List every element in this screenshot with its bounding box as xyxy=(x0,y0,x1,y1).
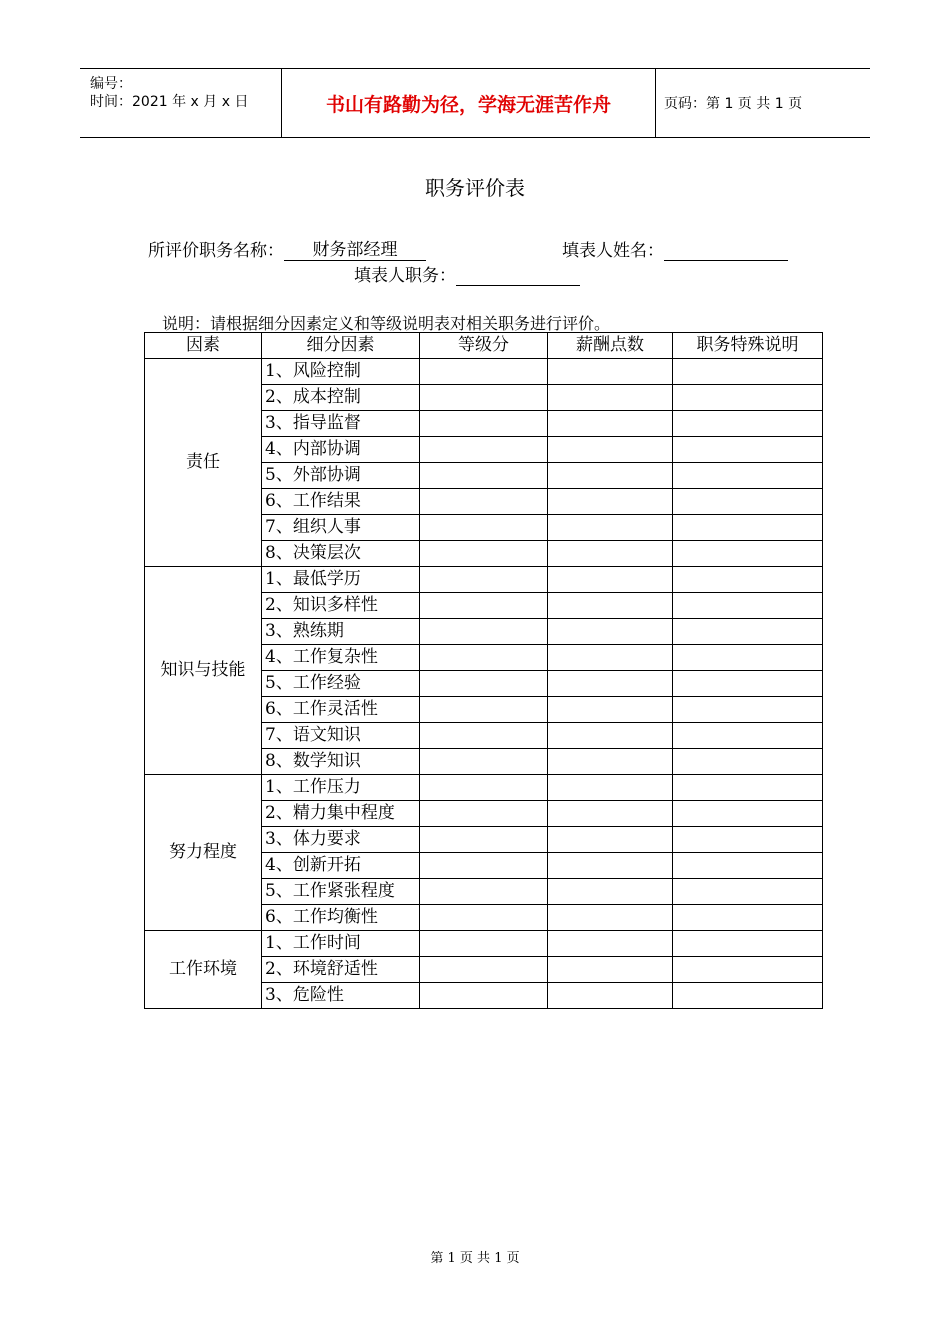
grade-score-cell[interactable] xyxy=(420,957,548,983)
special-notes-cell[interactable] xyxy=(673,697,823,723)
salary-points-cell[interactable] xyxy=(548,515,673,541)
special-notes-cell[interactable] xyxy=(673,671,823,697)
salary-points-cell[interactable] xyxy=(548,931,673,957)
grade-score-cell[interactable] xyxy=(420,827,548,853)
factor-cell: 责任 xyxy=(145,359,262,567)
special-notes-cell[interactable] xyxy=(673,879,823,905)
sub-factor-cell: 6、工作均衡性 xyxy=(262,905,420,931)
job-name-value[interactable]: 财务部经理 xyxy=(284,240,426,261)
filler-position-field xyxy=(354,261,580,286)
special-notes-cell[interactable] xyxy=(673,385,823,411)
sub-factor-cell: 4、工作复杂性 xyxy=(262,645,420,671)
special-notes-cell[interactable] xyxy=(673,593,823,619)
header-factor: 因素 xyxy=(145,333,262,359)
grade-score-cell[interactable] xyxy=(420,905,548,931)
grade-score-cell[interactable] xyxy=(420,749,548,775)
salary-points-cell[interactable] xyxy=(548,957,673,983)
grade-score-cell[interactable] xyxy=(420,515,548,541)
header-meta xyxy=(80,69,282,137)
salary-points-cell[interactable] xyxy=(548,359,673,385)
header-sub-factor: 细分因素 xyxy=(262,333,420,359)
grade-score-cell[interactable] xyxy=(420,931,548,957)
header-page-info xyxy=(656,69,870,137)
grade-score-cell[interactable] xyxy=(420,879,548,905)
sub-factor-cell: 1、工作压力 xyxy=(262,775,420,801)
grade-score-cell[interactable] xyxy=(420,619,548,645)
sub-factor-cell: 1、最低学历 xyxy=(262,567,420,593)
job-name-label: 所评价职务名称： xyxy=(148,241,284,261)
special-notes-cell[interactable] xyxy=(673,645,823,671)
salary-points-cell[interactable] xyxy=(548,489,673,515)
grade-score-cell[interactable] xyxy=(420,723,548,749)
salary-points-cell[interactable] xyxy=(548,801,673,827)
number-label: 编号： xyxy=(90,76,132,92)
special-notes-cell[interactable] xyxy=(673,801,823,827)
grade-score-cell[interactable] xyxy=(420,541,548,567)
salary-points-cell[interactable] xyxy=(548,619,673,645)
special-notes-cell[interactable] xyxy=(673,567,823,593)
special-notes-cell[interactable] xyxy=(673,775,823,801)
sub-factor-cell: 7、语文知识 xyxy=(262,723,420,749)
instructions-note: 说明：请根据细分因素定义和等级说明表对相关职务进行评价。 xyxy=(162,314,611,333)
grade-score-cell[interactable] xyxy=(420,801,548,827)
grade-score-cell[interactable] xyxy=(420,463,548,489)
header-salary-points: 薪酬点数 xyxy=(548,333,673,359)
filler-position-value[interactable] xyxy=(456,265,580,286)
sub-factor-cell: 6、工作灵活性 xyxy=(262,697,420,723)
sub-factor-cell: 2、成本控制 xyxy=(262,385,420,411)
grade-score-cell[interactable] xyxy=(420,983,548,1009)
salary-points-cell[interactable] xyxy=(548,437,673,463)
sub-factor-cell: 8、决策层次 xyxy=(262,541,420,567)
special-notes-cell[interactable] xyxy=(673,957,823,983)
sub-factor-cell: 3、体力要求 xyxy=(262,827,420,853)
special-notes-cell[interactable] xyxy=(673,541,823,567)
filler-name-label: 填表人姓名： xyxy=(562,241,664,261)
page-header xyxy=(80,68,870,138)
grade-score-cell[interactable] xyxy=(420,645,548,671)
sub-factor-cell: 3、熟练期 xyxy=(262,619,420,645)
sub-factor-cell: 3、危险性 xyxy=(262,983,420,1009)
special-notes-cell[interactable] xyxy=(673,515,823,541)
salary-points-cell[interactable] xyxy=(548,827,673,853)
page-label: 页码：第 1 页 共 1 页 xyxy=(664,96,803,112)
sub-factor-cell: 6、工作结果 xyxy=(262,489,420,515)
salary-points-cell[interactable] xyxy=(548,593,673,619)
factor-cell: 努力程度 xyxy=(145,775,262,931)
table-header-row xyxy=(145,333,823,359)
sub-factor-cell: 8、数学知识 xyxy=(262,749,420,775)
special-notes-cell[interactable] xyxy=(673,437,823,463)
special-notes-cell[interactable] xyxy=(673,905,823,931)
sub-factor-cell: 5、外部协调 xyxy=(262,463,420,489)
grade-score-cell[interactable] xyxy=(420,489,548,515)
sub-factor-cell: 1、风险控制 xyxy=(262,359,420,385)
time-label: 时间：2021 年 x 月 x 日 xyxy=(90,94,249,110)
grade-score-cell[interactable] xyxy=(420,359,548,385)
filler-name-field xyxy=(562,236,788,261)
sub-factor-cell: 5、工作经验 xyxy=(262,671,420,697)
job-name-field xyxy=(148,236,426,261)
salary-points-cell[interactable] xyxy=(548,879,673,905)
grade-score-cell[interactable] xyxy=(420,567,548,593)
sub-factor-cell: 7、组织人事 xyxy=(262,515,420,541)
sub-factor-cell: 4、内部协调 xyxy=(262,437,420,463)
grade-score-cell[interactable] xyxy=(420,775,548,801)
salary-points-cell[interactable] xyxy=(548,567,673,593)
special-notes-cell[interactable] xyxy=(673,489,823,515)
salary-points-cell[interactable] xyxy=(548,723,673,749)
salary-points-cell[interactable] xyxy=(548,671,673,697)
header-grade-score: 等级分 xyxy=(420,333,548,359)
salary-points-cell[interactable] xyxy=(548,385,673,411)
header-special-notes: 职务特殊说明 xyxy=(673,333,823,359)
salary-points-cell[interactable] xyxy=(548,749,673,775)
salary-points-cell[interactable] xyxy=(548,463,673,489)
salary-points-cell[interactable] xyxy=(548,983,673,1009)
salary-points-cell[interactable] xyxy=(548,645,673,671)
sub-factor-cell: 2、知识多样性 xyxy=(262,593,420,619)
special-notes-cell[interactable] xyxy=(673,853,823,879)
factor-cell: 知识与技能 xyxy=(145,567,262,775)
table-row xyxy=(145,359,823,385)
grade-score-cell[interactable] xyxy=(420,437,548,463)
special-notes-cell[interactable] xyxy=(673,359,823,385)
salary-points-cell[interactable] xyxy=(548,905,673,931)
special-notes-cell[interactable] xyxy=(673,749,823,775)
special-notes-cell[interactable] xyxy=(673,931,823,957)
grade-score-cell[interactable] xyxy=(420,411,548,437)
grade-score-cell[interactable] xyxy=(420,697,548,723)
grade-score-cell[interactable] xyxy=(420,385,548,411)
salary-points-cell[interactable] xyxy=(548,775,673,801)
salary-points-cell[interactable] xyxy=(548,697,673,723)
table-body xyxy=(145,359,823,1009)
sub-factor-cell: 2、精力集中程度 xyxy=(262,801,420,827)
grade-score-cell[interactable] xyxy=(420,593,548,619)
table-row xyxy=(145,775,823,801)
sub-factor-cell: 1、工作时间 xyxy=(262,931,420,957)
special-notes-cell[interactable] xyxy=(673,723,823,749)
sub-factor-cell: 3、指导监督 xyxy=(262,411,420,437)
sub-factor-cell: 5、工作紧张程度 xyxy=(262,879,420,905)
special-notes-cell[interactable] xyxy=(673,983,823,1009)
salary-points-cell[interactable] xyxy=(548,411,673,437)
page-footer: 第 1 页 共 1 页 xyxy=(430,1251,520,1266)
sub-factor-cell: 4、创新开拓 xyxy=(262,853,420,879)
evaluation-table xyxy=(144,332,823,1009)
special-notes-cell[interactable] xyxy=(673,463,823,489)
special-notes-cell[interactable] xyxy=(673,827,823,853)
salary-points-cell[interactable] xyxy=(548,541,673,567)
document-title: 职务评价表 xyxy=(425,176,525,200)
filler-name-value[interactable] xyxy=(664,240,788,261)
filler-position-label: 填表人职务： xyxy=(354,266,456,286)
special-notes-cell[interactable] xyxy=(673,411,823,437)
salary-points-cell[interactable] xyxy=(548,853,673,879)
table-row xyxy=(145,567,823,593)
header-motto: 书山有路勤为径，学海无涯苦作舟 xyxy=(282,69,656,137)
grade-score-cell[interactable] xyxy=(420,671,548,697)
special-notes-cell[interactable] xyxy=(673,619,823,645)
table-row xyxy=(145,931,823,957)
factor-cell: 工作环境 xyxy=(145,931,262,1009)
grade-score-cell[interactable] xyxy=(420,853,548,879)
sub-factor-cell: 2、环境舒适性 xyxy=(262,957,420,983)
